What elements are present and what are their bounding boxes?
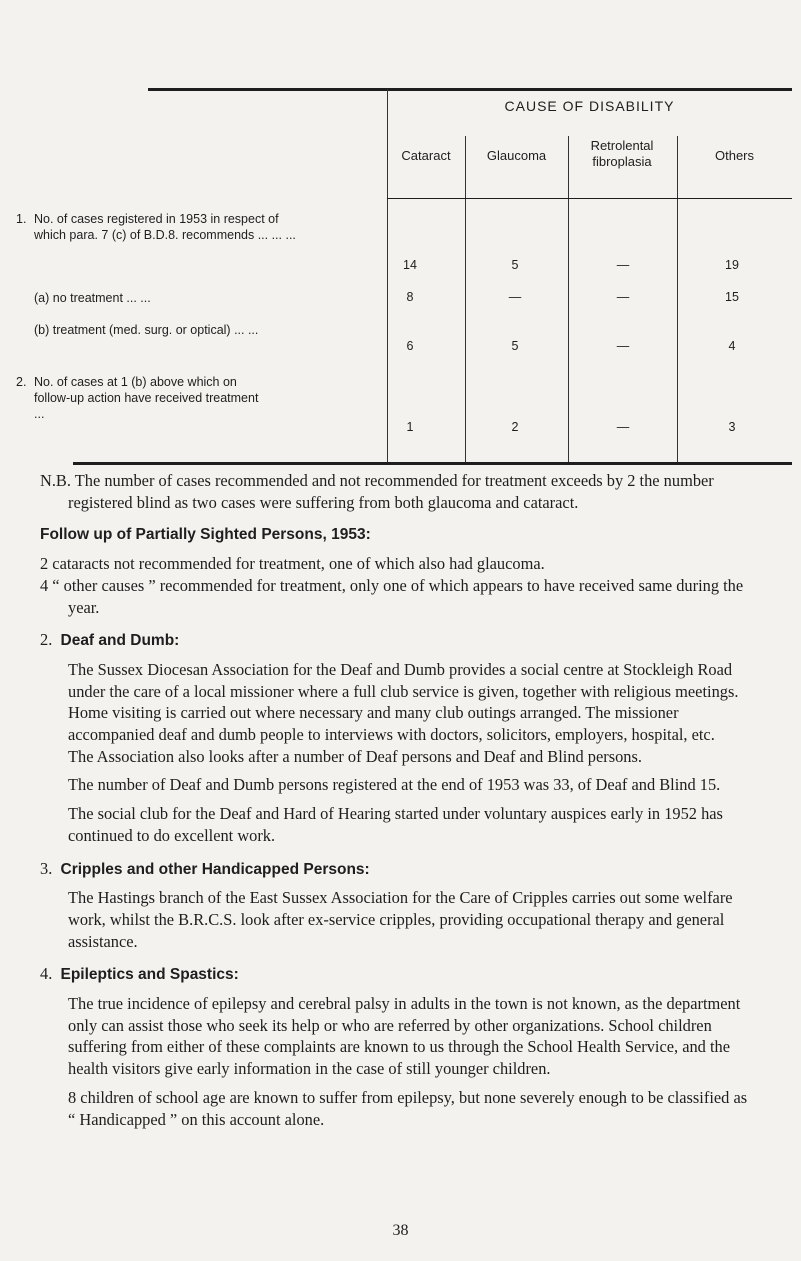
table-cell: 8 [406, 290, 414, 304]
table-cell: 5 [511, 258, 519, 272]
table-cell: 6 [406, 339, 414, 353]
table-cell: 4 [728, 339, 736, 353]
table-bottom-rule [73, 462, 792, 465]
nb-note: N.B. The number of cases recommended and not recommended for treatment exceeds by 2 the number registered blind as two cases were suffering from both glaucoma and cataract. [40, 471, 714, 512]
row-number: 1. [16, 212, 27, 226]
table-cell: — [508, 290, 522, 304]
table-cell: 1 [406, 420, 414, 434]
section-title: Epileptics and Spastics: [60, 966, 239, 984]
follow-up-item: 4 “ other causes ” recommended for treatment, only one of which appears to have received same during the year. [40, 575, 744, 617]
page-number: 38 [392, 1222, 409, 1239]
section-title: Cripples and other Handicapped Persons: [60, 860, 370, 878]
row-number: 2. [16, 375, 27, 389]
divider-label-column [387, 89, 388, 462]
column-header-cataract: Cataract [401, 148, 451, 163]
column-header-retrolental: Retrolental fibroplasia [590, 138, 654, 169]
section-number: 2. [40, 630, 53, 650]
paragraph: The social club for the Deaf and Hard of Hearing started under voluntary auspices early in 1952 has continued to do excellent work. [68, 804, 723, 845]
table-cell: 5 [511, 339, 519, 353]
section-heading-cripples [40, 858, 752, 881]
section-title: Deaf and Dumb: [60, 632, 180, 650]
table-cell: — [616, 290, 630, 304]
divider-retrolental-others [677, 136, 678, 462]
column-header-others: Others [714, 148, 754, 163]
column-header-rule [387, 198, 792, 199]
row-label: (a) no treatment ... ... [34, 291, 151, 305]
column-header-glaucoma: Glaucoma [486, 148, 547, 163]
table-cell: 2 [511, 420, 519, 434]
table-cell: 14 [403, 258, 417, 272]
body-text [40, 470, 752, 1130]
section-number: 4. [40, 964, 53, 984]
row-label: (b) treatment (med. surg. or optical) ... ... [34, 323, 259, 337]
row-label: No. of cases registered in 1953 in respect of which para. 7 (c) of B.D.8. recommends ... ... ... [34, 212, 296, 242]
cause-of-disability-header: CAUSE OF DISABILITY [504, 98, 675, 114]
paragraph: The Hastings branch of the East Sussex Association for the Care of Cripples carries out some welfare work, whilst the B.R.C.S. look after ex-service cripples, providing occupational therapy and general assistance. [68, 888, 733, 951]
follow-up-item: 2 cataracts not recommended for treatment, one of which also had glaucoma. [40, 554, 545, 574]
row-label: No. of cases at 1 (b) above which on follow-up action have received treatment ... [34, 375, 259, 421]
table-cell: — [616, 420, 630, 434]
table-cell: — [616, 339, 630, 353]
section-heading-epileptics [40, 963, 752, 986]
section-number: 3. [40, 858, 53, 878]
divider-glaucoma-retrolental [568, 136, 569, 462]
paragraph: The Association also looks after a number of Deaf persons and Deaf and Blind persons. [68, 746, 642, 766]
table-top-rule [148, 88, 792, 91]
follow-up-heading: Follow up of Partially Sighted Persons, 1953: [40, 526, 371, 544]
paragraph: 8 children of school age are known to suffer from epilepsy, but none severely enough to be classified as “ Handicapped ” on this account alone. [68, 1087, 748, 1129]
table-cell: 3 [728, 420, 736, 434]
disability-table [16, 0, 754, 465]
section-heading-deaf-dumb [40, 629, 752, 652]
paragraph: The true incidence of epilepsy and cerebral palsy in adults in the town is not known, as the department only can assist those who seek its help or who are referred by other organizations. School children suffering from either of these complaints are known to us through the School Health Service, and the health visitors give early information in the case of still younger children. [68, 994, 741, 1079]
table-cell: 19 [725, 258, 739, 272]
divider-cataract-glaucoma [465, 136, 466, 462]
table-cell: 15 [725, 290, 739, 304]
table-cell: — [616, 258, 630, 272]
paragraph: The Sussex Diocesan Association for the Deaf and Dumb provides a social centre at Stockleigh Road under the care of a local missioner where a full club service is given, together with religious meetings. Home visiting is carried out where necessary and many club outings arranged. The missioner accompanied deaf and dumb people to interviews with doctors, solicitors, employers, hospital, etc. [68, 659, 739, 745]
paragraph: The number of Deaf and Dumb persons registered at the end of 1953 was 33, of Deaf and Blind 15. [68, 775, 721, 795]
